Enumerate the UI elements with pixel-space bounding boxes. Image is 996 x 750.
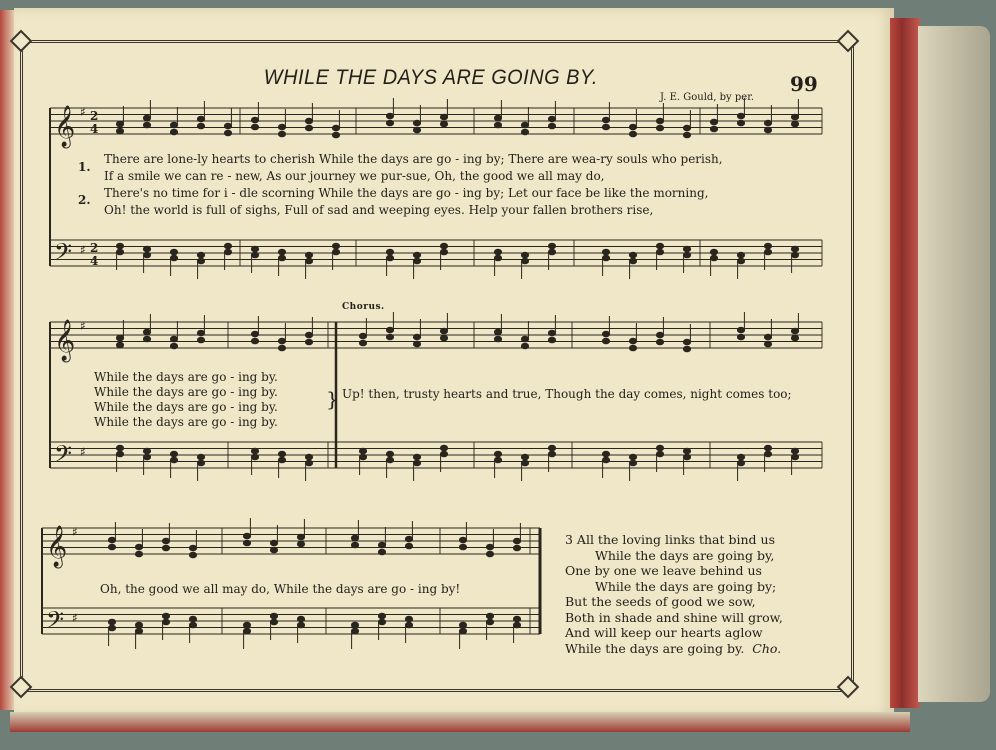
hymn-title: WHILE THE DAYS ARE GOING BY. bbox=[263, 66, 598, 89]
note-head bbox=[602, 124, 609, 130]
note-head bbox=[108, 619, 115, 625]
verse-number: 2. bbox=[78, 193, 91, 207]
note-head bbox=[243, 540, 250, 546]
note-head bbox=[108, 537, 115, 543]
note-head bbox=[602, 117, 609, 123]
chorus-cue: Cho. bbox=[752, 640, 782, 656]
note-head bbox=[170, 255, 177, 261]
note-head bbox=[162, 538, 169, 544]
stanza-line: While the days are going by; bbox=[595, 578, 777, 594]
note-head bbox=[278, 131, 285, 137]
note-head bbox=[332, 249, 339, 255]
note-head bbox=[413, 120, 420, 126]
bass-clef-icon: 𝄢 bbox=[46, 606, 65, 639]
note-head bbox=[710, 119, 717, 125]
note-head bbox=[251, 124, 258, 130]
note-head bbox=[270, 547, 277, 553]
note-head bbox=[143, 122, 150, 128]
note-head bbox=[405, 536, 412, 542]
composer-credit: J. E. Gould, by per. bbox=[660, 92, 755, 103]
note-head bbox=[332, 243, 339, 249]
bass-clef-icon: 𝄢 bbox=[54, 440, 73, 473]
note-head bbox=[386, 334, 393, 340]
note-head bbox=[305, 258, 312, 264]
note-head bbox=[162, 613, 169, 619]
note-head bbox=[359, 333, 366, 339]
note-head bbox=[108, 625, 115, 631]
note-head bbox=[791, 121, 798, 127]
note-head bbox=[386, 249, 393, 255]
note-head bbox=[270, 619, 277, 625]
note-head bbox=[737, 334, 744, 340]
note-head bbox=[197, 252, 204, 258]
note-head bbox=[440, 114, 447, 120]
stanza-line: And will keep our hearts aglow bbox=[565, 625, 763, 640]
note-head bbox=[162, 545, 169, 551]
note-head bbox=[297, 534, 304, 540]
note-head bbox=[108, 544, 115, 550]
note-head bbox=[521, 252, 528, 258]
note-head bbox=[710, 255, 717, 261]
note-head bbox=[405, 622, 412, 628]
refrain-line: While the days are go - ing by. bbox=[94, 370, 278, 384]
note-head bbox=[386, 451, 393, 457]
note-head bbox=[170, 343, 177, 349]
note-head bbox=[629, 258, 636, 264]
note-head bbox=[656, 339, 663, 345]
note-head bbox=[170, 122, 177, 128]
note-head bbox=[459, 622, 466, 628]
note-head bbox=[413, 258, 420, 264]
time-signature: 4 bbox=[90, 254, 99, 268]
note-head bbox=[359, 340, 366, 346]
note-head bbox=[351, 622, 358, 628]
note-head bbox=[629, 252, 636, 258]
note-head bbox=[143, 454, 150, 460]
note-head bbox=[251, 331, 258, 337]
note-head bbox=[278, 345, 285, 351]
lyric-line: If a smile we can re - new, As our journey we pur-sue, Oh, the good we all may do, bbox=[104, 169, 605, 183]
note-head bbox=[170, 451, 177, 457]
note-head bbox=[278, 124, 285, 130]
note-head bbox=[116, 445, 123, 451]
note-head bbox=[737, 120, 744, 126]
note-head bbox=[459, 537, 466, 543]
stanza-line-text: While the days are going by. bbox=[565, 640, 745, 656]
note-head bbox=[548, 123, 555, 129]
note-head bbox=[297, 541, 304, 547]
note-head bbox=[351, 628, 358, 634]
note-head bbox=[683, 346, 690, 352]
refrain-line: While the days are go - ing by. bbox=[94, 400, 278, 414]
note-head bbox=[494, 122, 501, 128]
note-head bbox=[278, 338, 285, 344]
note-head bbox=[135, 551, 142, 557]
note-head bbox=[305, 460, 312, 466]
note-head bbox=[413, 334, 420, 340]
chorus-label: Chorus. bbox=[342, 302, 385, 312]
note-head bbox=[413, 127, 420, 133]
note-head bbox=[305, 454, 312, 460]
note-head bbox=[764, 445, 771, 451]
note-head bbox=[683, 125, 690, 131]
lyric-line: There are lone-ly hearts to cherish While the days are go - ing by; There are wea-ry souls who perish, bbox=[104, 152, 723, 166]
sharp-key-icon: ♯ bbox=[80, 105, 86, 119]
note-head bbox=[486, 544, 493, 550]
note-head bbox=[143, 329, 150, 335]
note-head bbox=[791, 252, 798, 258]
note-head bbox=[251, 252, 258, 258]
treble-clef-icon: 𝄞 bbox=[54, 106, 76, 147]
brace-icon: } bbox=[326, 387, 339, 411]
sharp-key-icon: ♯ bbox=[72, 525, 78, 539]
treble-clef-icon: 𝄞 bbox=[54, 320, 76, 361]
note-head bbox=[548, 451, 555, 457]
note-head bbox=[459, 628, 466, 634]
note-head bbox=[494, 451, 501, 457]
note-head bbox=[737, 113, 744, 119]
sharp-key-icon: ♯ bbox=[80, 445, 86, 459]
note-head bbox=[305, 125, 312, 131]
final-lyric: Oh, the good we all may do, While the days are go - ing by! bbox=[100, 582, 461, 596]
note-head bbox=[521, 129, 528, 135]
note-head bbox=[143, 448, 150, 454]
note-head bbox=[629, 345, 636, 351]
time-signature: 2 bbox=[90, 241, 99, 255]
note-head bbox=[791, 246, 798, 252]
stanza-line: But the seeds of good we sow, bbox=[565, 594, 756, 609]
note-head bbox=[135, 622, 142, 628]
note-head bbox=[189, 616, 196, 622]
note-head bbox=[710, 126, 717, 132]
stanza-three bbox=[565, 532, 783, 656]
note-head bbox=[386, 457, 393, 463]
note-head bbox=[548, 330, 555, 336]
note-head bbox=[656, 243, 663, 249]
note-head bbox=[791, 454, 798, 460]
refrain-line: While the days are go - ing by. bbox=[94, 385, 278, 399]
note-head bbox=[197, 116, 204, 122]
note-head bbox=[413, 252, 420, 258]
note-head bbox=[486, 551, 493, 557]
note-head bbox=[251, 338, 258, 344]
note-head bbox=[305, 332, 312, 338]
treble-clef-icon: 𝄞 bbox=[46, 526, 68, 567]
note-head bbox=[629, 338, 636, 344]
note-head bbox=[143, 252, 150, 258]
note-head bbox=[413, 454, 420, 460]
stanza-line: 3 All the loving links that bind us bbox=[565, 532, 775, 547]
note-head bbox=[170, 129, 177, 135]
note-head bbox=[135, 628, 142, 634]
note-head bbox=[521, 460, 528, 466]
note-head bbox=[602, 338, 609, 344]
note-head bbox=[197, 330, 204, 336]
note-head bbox=[602, 249, 609, 255]
lyric-line: Oh! the world is full of sighs, Full of sad and weeping eyes. Help your fallen brothers rise, bbox=[104, 203, 654, 217]
note-head bbox=[224, 130, 231, 136]
note-head bbox=[548, 243, 555, 249]
note-head bbox=[197, 460, 204, 466]
note-head bbox=[602, 255, 609, 261]
note-head bbox=[305, 118, 312, 124]
note-head bbox=[521, 454, 528, 460]
note-head bbox=[197, 258, 204, 264]
note-head bbox=[386, 255, 393, 261]
note-head bbox=[764, 127, 771, 133]
note-head bbox=[494, 329, 501, 335]
note-head bbox=[278, 457, 285, 463]
note-head bbox=[656, 249, 663, 255]
note-head bbox=[548, 249, 555, 255]
note-head bbox=[791, 448, 798, 454]
note-head bbox=[189, 552, 196, 558]
note-head bbox=[683, 252, 690, 258]
note-head bbox=[521, 343, 528, 349]
note-head bbox=[440, 121, 447, 127]
note-head bbox=[251, 454, 258, 460]
stanza-line: One by one we leave behind us bbox=[565, 563, 762, 578]
note-head bbox=[791, 114, 798, 120]
sharp-key-icon: ♯ bbox=[80, 243, 86, 257]
note-head bbox=[764, 120, 771, 126]
note-head bbox=[440, 328, 447, 334]
sharp-key-icon: ♯ bbox=[80, 319, 86, 333]
note-head bbox=[513, 622, 520, 628]
note-head bbox=[297, 622, 304, 628]
note-head bbox=[359, 448, 366, 454]
note-head bbox=[116, 342, 123, 348]
note-head bbox=[737, 454, 744, 460]
note-head bbox=[378, 549, 385, 555]
note-head bbox=[251, 448, 258, 454]
note-head bbox=[494, 255, 501, 261]
note-head bbox=[683, 454, 690, 460]
stanza-line: While the days are going by, bbox=[595, 547, 775, 563]
note-head bbox=[278, 451, 285, 457]
note-head bbox=[629, 454, 636, 460]
note-head bbox=[548, 116, 555, 122]
note-head bbox=[116, 249, 123, 255]
bass-clef-icon: 𝄢 bbox=[54, 238, 73, 271]
time-signature: 2 bbox=[90, 109, 99, 123]
note-head bbox=[251, 246, 258, 252]
note-head bbox=[116, 121, 123, 127]
note-head bbox=[170, 457, 177, 463]
note-head bbox=[116, 128, 123, 134]
note-head bbox=[656, 451, 663, 457]
note-head bbox=[405, 543, 412, 549]
note-head bbox=[440, 249, 447, 255]
note-head bbox=[243, 533, 250, 539]
note-head bbox=[656, 332, 663, 338]
note-head bbox=[440, 451, 447, 457]
note-head bbox=[135, 544, 142, 550]
note-head bbox=[170, 249, 177, 255]
note-head bbox=[386, 113, 393, 119]
note-head bbox=[143, 336, 150, 342]
note-head bbox=[224, 243, 231, 249]
note-head bbox=[629, 124, 636, 130]
note-head bbox=[270, 540, 277, 546]
note-head bbox=[737, 258, 744, 264]
note-head bbox=[602, 451, 609, 457]
page-number: 99 bbox=[790, 72, 818, 96]
chorus-lyric: Up! then, trusty hearts and true, Though the day comes, night comes too; bbox=[342, 387, 792, 401]
note-head bbox=[764, 334, 771, 340]
note-head bbox=[602, 331, 609, 337]
note-head bbox=[521, 336, 528, 342]
note-head bbox=[494, 336, 501, 342]
note-head bbox=[332, 125, 339, 131]
note-head bbox=[764, 243, 771, 249]
note-head bbox=[764, 341, 771, 347]
note-head bbox=[378, 619, 385, 625]
note-head bbox=[386, 120, 393, 126]
note-head bbox=[297, 616, 304, 622]
note-head bbox=[656, 445, 663, 451]
note-head bbox=[278, 255, 285, 261]
lyric-line: There's no time for i - dle scorning While the days are go - ing by; Let our face be like the morning, bbox=[104, 186, 709, 200]
note-head bbox=[378, 613, 385, 619]
note-head bbox=[656, 118, 663, 124]
note-head bbox=[548, 445, 555, 451]
note-head bbox=[548, 337, 555, 343]
note-head bbox=[494, 457, 501, 463]
note-head bbox=[224, 123, 231, 129]
note-head bbox=[440, 335, 447, 341]
note-head bbox=[351, 542, 358, 548]
note-head bbox=[189, 622, 196, 628]
note-head bbox=[162, 619, 169, 625]
note-head bbox=[413, 460, 420, 466]
note-head bbox=[143, 115, 150, 121]
note-head bbox=[378, 542, 385, 548]
note-head bbox=[737, 327, 744, 333]
refrain-line: While the days are go - ing by. bbox=[94, 415, 278, 429]
note-head bbox=[683, 132, 690, 138]
note-head bbox=[737, 252, 744, 258]
note-head bbox=[243, 628, 250, 634]
note-head bbox=[656, 125, 663, 131]
note-head bbox=[764, 451, 771, 457]
note-head bbox=[791, 335, 798, 341]
note-head bbox=[278, 249, 285, 255]
note-head bbox=[494, 115, 501, 121]
note-head bbox=[197, 454, 204, 460]
note-head bbox=[683, 339, 690, 345]
note-head bbox=[737, 460, 744, 466]
note-head bbox=[405, 616, 412, 622]
note-head bbox=[197, 337, 204, 343]
verse-number: 1. bbox=[78, 160, 91, 174]
note-head bbox=[116, 451, 123, 457]
note-head bbox=[270, 613, 277, 619]
note-head bbox=[413, 341, 420, 347]
time-signature: 4 bbox=[90, 122, 99, 136]
note-head bbox=[791, 328, 798, 334]
note-head bbox=[197, 123, 204, 129]
note-head bbox=[459, 544, 466, 550]
note-head bbox=[683, 448, 690, 454]
note-head bbox=[116, 243, 123, 249]
note-head bbox=[243, 622, 250, 628]
note-head bbox=[359, 454, 366, 460]
note-head bbox=[521, 258, 528, 264]
stanza-line: Both in shade and shine will grow, bbox=[565, 609, 783, 625]
note-head bbox=[710, 249, 717, 255]
note-head bbox=[440, 243, 447, 249]
sharp-key-icon: ♯ bbox=[72, 611, 78, 625]
note-head bbox=[683, 246, 690, 252]
note-head bbox=[305, 339, 312, 345]
note-head bbox=[251, 117, 258, 123]
note-head bbox=[764, 249, 771, 255]
note-head bbox=[351, 535, 358, 541]
note-head bbox=[440, 445, 447, 451]
stanza-line bbox=[565, 641, 783, 657]
note-head bbox=[602, 457, 609, 463]
note-head bbox=[305, 252, 312, 258]
note-head bbox=[143, 246, 150, 252]
note-head bbox=[629, 460, 636, 466]
note-head bbox=[332, 132, 339, 138]
note-head bbox=[513, 538, 520, 544]
note-head bbox=[189, 545, 196, 551]
note-head bbox=[513, 616, 520, 622]
note-head bbox=[513, 545, 520, 551]
note-head bbox=[116, 335, 123, 341]
note-head bbox=[224, 249, 231, 255]
note-head bbox=[386, 327, 393, 333]
note-head bbox=[629, 131, 636, 137]
note-head bbox=[486, 613, 493, 619]
note-head bbox=[170, 336, 177, 342]
note-head bbox=[521, 122, 528, 128]
note-head bbox=[494, 249, 501, 255]
note-head bbox=[486, 619, 493, 625]
